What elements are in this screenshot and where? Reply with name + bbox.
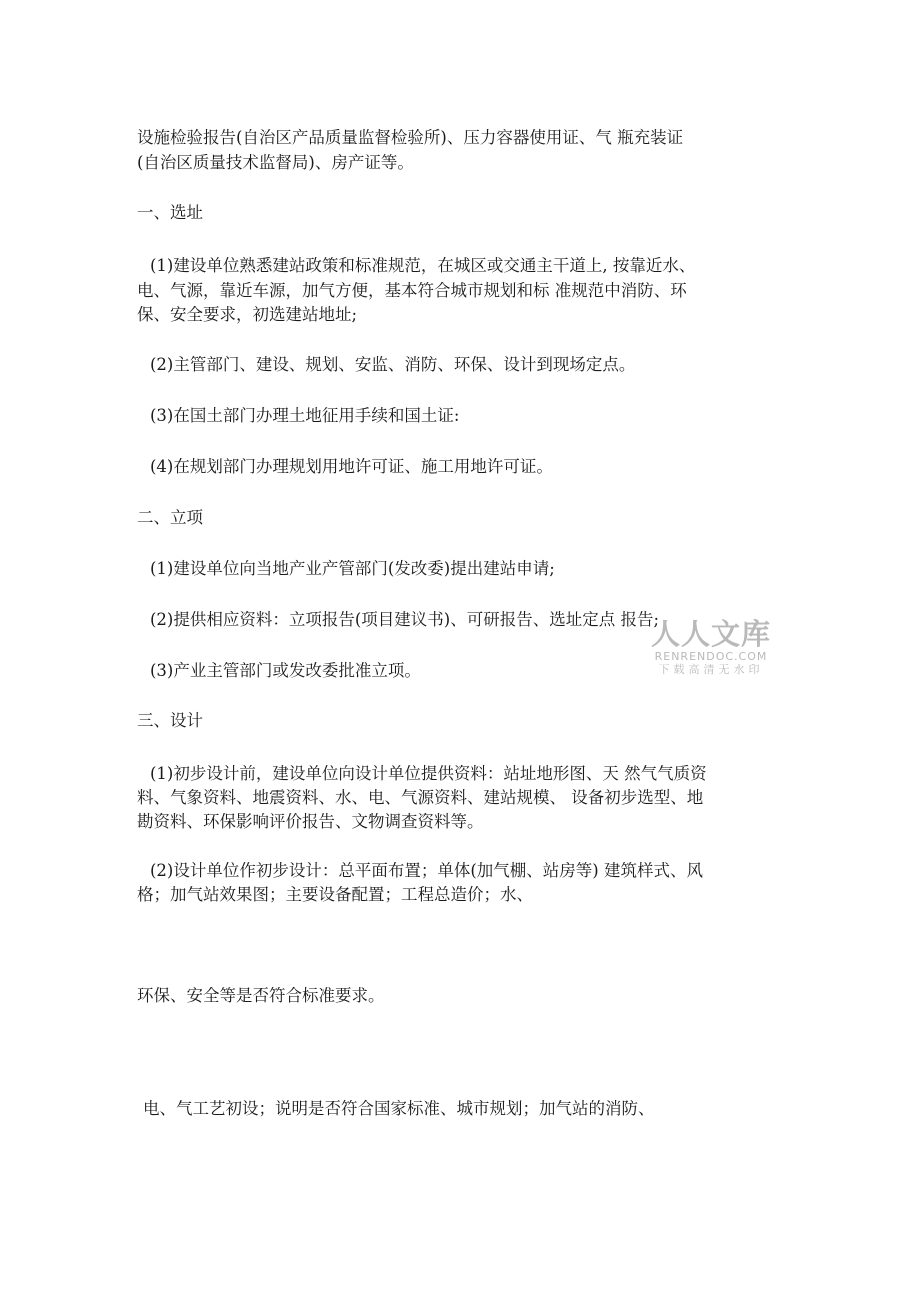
section-heading-project-approval: 二、立项 xyxy=(137,508,203,527)
watermark-logo xyxy=(646,618,776,677)
text-line-16: 料、气象资料、地震资料、水、电、气源资料、建站规模、 设备初步选型、地 xyxy=(137,788,704,807)
text-line-17: 勘资料、环保影响评价报告、文物调查资料等。 xyxy=(137,812,484,831)
text-line-9: (4)在规划部门办理规划用地许可证、施工用地许可证。 xyxy=(150,457,553,476)
text-line-7: (2)主管部门、建设、规划、安监、消防、环保、设计到现场定点。 xyxy=(150,355,636,374)
text-line-2: (自治区质量技术监督局)、房产证等。 xyxy=(137,153,414,172)
text-line-13: (3)产业主管部门或发改委批准立项。 xyxy=(150,661,421,680)
text-line-19: 格；加气站效果图；主要设备配置；工程总造价；水、 xyxy=(137,885,533,904)
text-line-12: (2)提供相应资料：立项报告(项目建议书)、可研报告、选址定点 报告; xyxy=(150,610,660,629)
text-line-6: 保、安全要求，初选建站地址; xyxy=(137,305,358,324)
section-heading-site-selection: 一、选址 xyxy=(137,203,203,222)
text-line-21: 电、气工艺初设；说明是否符合国家标准、城市规划；加气站的消防、 xyxy=(143,1099,655,1118)
text-line-4: (1)建设单位熟悉建站政策和标准规范，在城区或交通主干道上, 按靠近水、 xyxy=(150,256,696,275)
text-line-15: (1)初步设计前，建设单位向设计单位提供资料：站址地形图、天 然气气质资 xyxy=(150,764,707,783)
text-line-5: 电、气源，靠近车源，加气方便，基本符合城市规划和标 准规范中消防、环 xyxy=(137,281,687,300)
watermark-url: RENRENDOC.COM xyxy=(654,650,768,663)
watermark-title: 人人文库 xyxy=(650,617,771,651)
text-line-1: 设施检验报告(自治区产品质量监督检验所)、压力容器使用证、气 瓶充装证 xyxy=(137,128,684,147)
text-line-11: (1)建设单位向当地产业产管部门(发改委)提出建站申请; xyxy=(150,559,555,578)
text-line-18: (2)设计单位作初步设计：总平面布置；单体(加气棚、站房等) 建筑样式、风 xyxy=(150,861,703,880)
section-heading-design: 三、设计 xyxy=(137,711,203,730)
text-line-20: 环保、安全等是否符合标准要求。 xyxy=(137,986,385,1005)
watermark-subtitle: 下载高清无水印 xyxy=(658,663,764,676)
text-line-8: (3)在国土部门办理土地征用手续和国土证: xyxy=(150,406,460,425)
